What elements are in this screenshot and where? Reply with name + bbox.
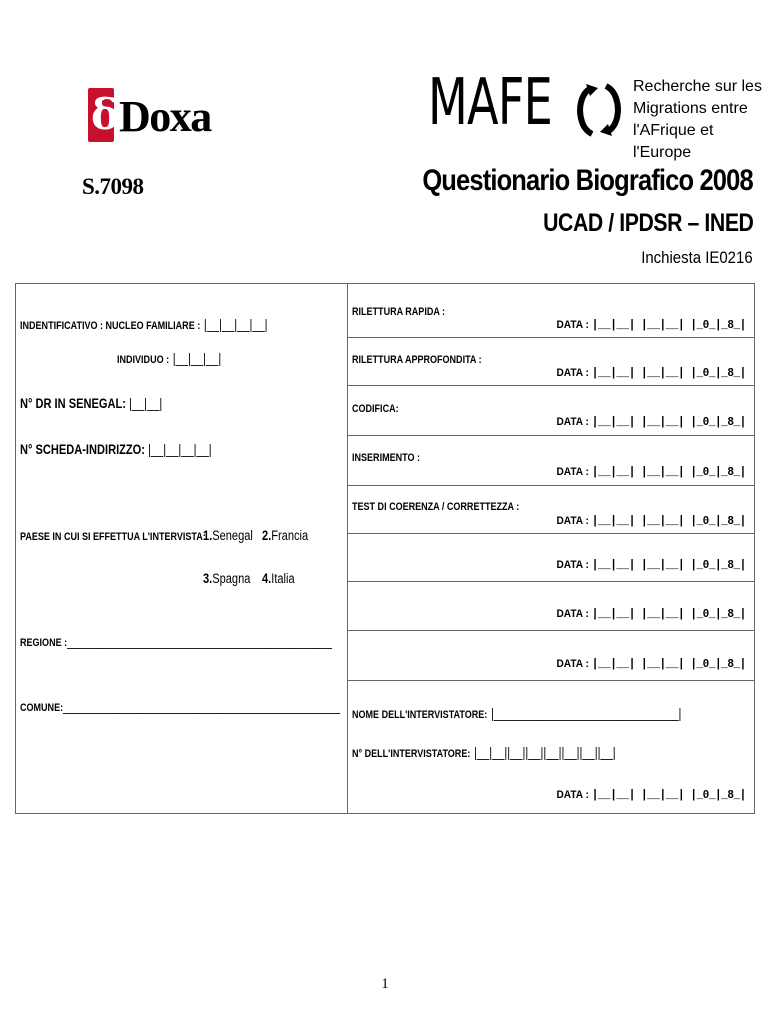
comune-label: COMUNE: <box>20 702 64 714</box>
mafe-logo-text: MAFE <box>428 66 553 140</box>
data-label: DATA : <box>556 367 590 379</box>
column-divider <box>347 283 348 814</box>
final-date-field[interactable] <box>557 788 746 802</box>
interviewer-name-label: NOME DELL'INTERVISTATORE: <box>352 709 488 721</box>
date-slots[interactable]: |__|__| |__|__| |_0_|_8_| <box>591 366 746 380</box>
row-divider <box>347 485 755 486</box>
dr-slots[interactable]: |__|__| <box>128 396 163 411</box>
dr-label: N° DR IN SENEGAL: <box>20 396 126 411</box>
data-label: DATA : <box>556 466 590 478</box>
scheda-field[interactable] <box>20 442 212 457</box>
option-label: Spagna <box>212 571 251 586</box>
test-coerenza-label: TEST DI COERENZA / CORRETTEZZA : <box>352 501 520 513</box>
survey-code: S.7098 <box>82 174 144 199</box>
row-divider <box>347 435 755 436</box>
row-divider <box>347 581 755 582</box>
date-field[interactable] <box>557 465 746 479</box>
data-label: DATA : <box>556 789 590 801</box>
date-field[interactable] <box>557 318 746 332</box>
date-field[interactable] <box>557 514 746 528</box>
individuo-field[interactable] <box>117 350 221 368</box>
date-field[interactable] <box>557 558 746 572</box>
option-number: 2. <box>262 528 272 543</box>
option-label: Senegal <box>212 528 253 543</box>
row-divider <box>347 533 755 534</box>
rilettura-approfondita-label: RILETTURA APPROFONDITA : <box>352 354 482 366</box>
option-number: 3. <box>203 571 213 586</box>
option-number: 1. <box>203 528 213 543</box>
interviewer-number-label: N° DELL'INTERVISTATORE: <box>352 748 471 760</box>
individuo-slots[interactable]: |__|__|__| <box>172 351 222 366</box>
identificativo-field[interactable] <box>20 316 268 334</box>
doxa-logo-text: Doxa <box>119 92 211 141</box>
date-slots[interactable]: |__|__| |__|__| |_0_|_8_| <box>591 558 746 572</box>
data-label: DATA : <box>556 515 590 527</box>
doxa-logo-letter: δ <box>91 90 120 139</box>
date-field[interactable] <box>557 366 746 380</box>
row-divider <box>347 680 755 681</box>
data-label: DATA : <box>556 559 590 571</box>
codifica-label: CODIFICA: <box>352 403 399 415</box>
mafe-subtitle-line: Migrations entre <box>633 100 748 117</box>
row-divider <box>347 385 755 386</box>
date-field[interactable] <box>557 657 746 671</box>
doxa-logo-mark <box>88 88 120 142</box>
option-italia[interactable] <box>262 571 295 586</box>
option-francia[interactable] <box>262 528 308 543</box>
inquiry-code: Inchiesta IE0216 <box>641 248 753 267</box>
dr-field[interactable] <box>20 396 162 411</box>
interviewer-number-slots[interactable]: |__|__||__||__||__||__||__||__| <box>474 745 616 760</box>
comune-field[interactable] <box>20 698 340 716</box>
mafe-subtitle <box>633 76 770 164</box>
date-slots[interactable]: |__|__| |__|__| |_0_|_8_| <box>591 607 746 621</box>
interviewer-name-slots[interactable]: |______________________________| <box>490 706 682 721</box>
interviewer-number-field[interactable] <box>352 744 616 762</box>
date-slots[interactable]: |__|__| |__|__| |_0_|_8_| <box>591 788 746 802</box>
mafe-subtitle-line: Recherche sur les <box>633 78 762 95</box>
date-slots[interactable]: |__|__| |__|__| |_0_|_8_| <box>591 318 746 332</box>
regione-label: REGIONE : <box>20 637 68 649</box>
inserimento-label: INSERIMENTO : <box>352 452 420 464</box>
option-senegal[interactable] <box>203 528 253 543</box>
date-slots[interactable]: |__|__| |__|__| |_0_|_8_| <box>591 514 746 528</box>
questionnaire-title: Questionario Biografico 2008 <box>422 164 753 197</box>
option-label: Francia <box>271 528 309 543</box>
interviewer-name-field[interactable] <box>352 705 681 723</box>
option-number: 4. <box>262 571 272 586</box>
scheda-label: N° SCHEDA-INDIRIZZO: <box>20 442 145 457</box>
data-label: DATA : <box>556 416 590 428</box>
date-slots[interactable]: |__|__| |__|__| |_0_|_8_| <box>591 415 746 429</box>
mafe-cycle-icon <box>574 80 624 145</box>
regione-field[interactable] <box>20 633 332 651</box>
data-label: DATA : <box>556 608 590 620</box>
scheda-slots[interactable]: |__|__|__|__| <box>148 442 212 457</box>
identificativo-slots[interactable]: |__|__|__|__| <box>203 317 268 332</box>
row-divider <box>347 337 755 338</box>
date-slots[interactable]: |__|__| |__|__| |_0_|_8_| <box>591 465 746 479</box>
page-number: 1 <box>381 976 389 992</box>
date-slots[interactable]: |__|__| |__|__| |_0_|_8_| <box>591 657 746 671</box>
regione-line[interactable]: ___________________________________________ <box>67 634 332 649</box>
paese-label: PAESE IN CUI SI EFFETTUA L'INTERVISTA: <box>20 531 206 543</box>
date-field[interactable] <box>557 607 746 621</box>
date-field[interactable] <box>557 415 746 429</box>
comune-line[interactable]: _____________________________________________ <box>63 699 341 714</box>
rilettura-rapida-label: RILETTURA RAPIDA : <box>352 306 446 318</box>
institutions-title: UCAD / IPDSR – INED <box>542 209 753 237</box>
data-label: DATA : <box>556 658 590 670</box>
individuo-label: INDIVIDUO : <box>117 354 170 366</box>
identificativo-label: INDENTIFICATIVO : NUCLEO FAMILIARE : <box>20 320 201 332</box>
option-label: Italia <box>271 571 295 586</box>
data-label: DATA : <box>556 319 590 331</box>
row-divider <box>347 630 755 631</box>
option-spagna[interactable] <box>203 571 250 586</box>
mafe-subtitle-line: l'AFrique et l'Europe <box>633 122 714 161</box>
